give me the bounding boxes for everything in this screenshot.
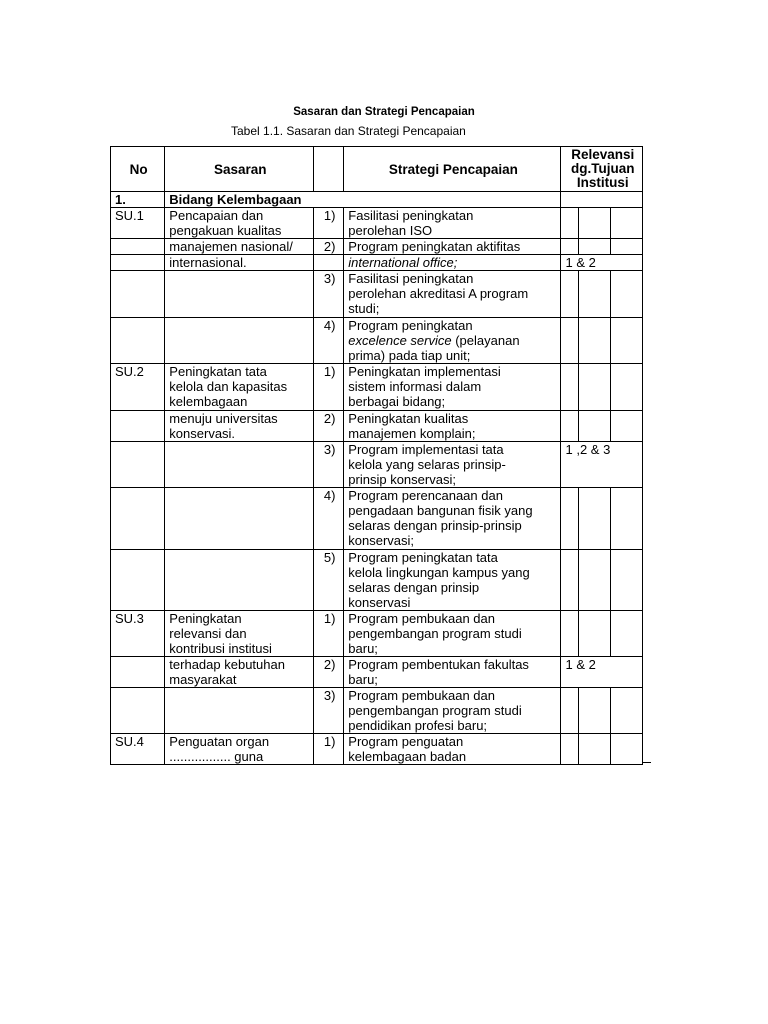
row-strategi: Program implementasi tata kelola yang selaras prinsip- prinsip konservasi; [344, 442, 561, 488]
row-no: SU.2 [111, 364, 165, 411]
row-num: 2) [314, 657, 344, 688]
row-rel-2 [578, 611, 610, 657]
row-rel-2 [578, 488, 610, 550]
row-rel [561, 550, 578, 611]
row-no [111, 550, 165, 611]
strategi-part-b: excelence service [348, 333, 452, 348]
table-row [111, 255, 643, 271]
row-strategi [344, 318, 561, 364]
row-rel-2 [578, 411, 610, 442]
row-sasaran: Peningkatan tata kelola dan kapasitas kelembagaan [165, 364, 314, 411]
table-edge-mark [643, 762, 651, 763]
header-sasaran: Sasaran [165, 147, 314, 192]
strategi-part-a: Program peningkatan [348, 318, 473, 333]
row-rel-2 [578, 271, 610, 318]
row-rel: 1 & 2 [561, 657, 643, 688]
row-no [111, 488, 165, 550]
row-rel-3 [610, 611, 642, 657]
row-no [111, 657, 165, 688]
row-rel-3 [610, 688, 642, 734]
row-rel [561, 208, 578, 239]
row-num: 5) [314, 550, 344, 611]
header-no: No [111, 147, 165, 192]
table-row [111, 208, 643, 239]
row-num: 3) [314, 688, 344, 734]
row-num [314, 255, 344, 271]
row-strategi: Program penguatan kelembagaan badan [344, 734, 561, 765]
row-no [111, 411, 165, 442]
header-row [111, 147, 643, 192]
row-sasaran [165, 488, 314, 550]
row-strategi: Program perencanaan dan pengadaan bangunan fisik yang selaras dengan prinsip-prinsip konservasi; [344, 488, 561, 550]
table-row [111, 488, 643, 550]
row-num: 3) [314, 442, 344, 488]
table-row [111, 734, 643, 765]
row-num: 1) [314, 734, 344, 765]
row-rel-3 [610, 550, 642, 611]
row-rel-2 [578, 734, 610, 765]
row-strategi: Program pembukaan dan pengembangan program studi pendidikan profesi baru; [344, 688, 561, 734]
row-strategi: Program peningkatan tata kelola lingkungan kampus yang selaras dengan prinsip konservasi [344, 550, 561, 611]
section-label: Bidang Kelembagaan [165, 192, 561, 208]
row-rel [561, 271, 578, 318]
row-rel-3 [610, 488, 642, 550]
row-rel [561, 688, 578, 734]
row-rel-2 [578, 364, 610, 411]
row-no [111, 271, 165, 318]
row-rel-3 [610, 734, 642, 765]
row-rel-3 [610, 318, 642, 364]
header-num [314, 147, 344, 192]
row-rel [561, 364, 578, 411]
row-rel [561, 411, 578, 442]
table-row [111, 611, 643, 657]
header-relevansi: Relevansi dg.Tujuan Institusi [561, 147, 643, 192]
row-rel-2 [578, 208, 610, 239]
row-num: 4) [314, 488, 344, 550]
row-no: SU.4 [111, 734, 165, 765]
row-rel [561, 318, 578, 364]
row-rel [561, 611, 578, 657]
row-no [111, 255, 165, 271]
table-row [111, 239, 643, 255]
strategy-table [110, 146, 643, 765]
row-no [111, 318, 165, 364]
table-row [111, 411, 643, 442]
table-row [111, 688, 643, 734]
row-sasaran: internasional. [165, 255, 314, 271]
section-row [111, 192, 643, 208]
row-num: 1) [314, 364, 344, 411]
row-rel-2 [578, 688, 610, 734]
row-sasaran: Pencapaian dan pengakuan kualitas [165, 208, 314, 239]
row-num: 4) [314, 318, 344, 364]
row-no [111, 442, 165, 488]
table-row [111, 364, 643, 411]
row-sasaran: menuju universitas konservasi. [165, 411, 314, 442]
row-rel-2 [578, 318, 610, 364]
row-sasaran [165, 318, 314, 364]
row-num: 1) [314, 611, 344, 657]
row-no [111, 688, 165, 734]
table-row [111, 550, 643, 611]
row-rel-3 [610, 364, 642, 411]
row-rel: 1 & 2 [561, 255, 643, 271]
strategi-part-c: (pelayanan prima) pada tiap unit; [348, 333, 520, 363]
table-row [111, 271, 643, 318]
row-sasaran [165, 442, 314, 488]
row-num: 2) [314, 411, 344, 442]
table-row [111, 442, 643, 488]
row-rel-3 [610, 208, 642, 239]
row-strategi: Fasilitasi peningkatan perolehan ISO [344, 208, 561, 239]
row-num: 1) [314, 208, 344, 239]
section-rel [561, 192, 643, 208]
table-row [111, 318, 643, 364]
row-sasaran [165, 688, 314, 734]
row-rel [561, 239, 578, 255]
row-rel-2 [578, 550, 610, 611]
row-rel-3 [610, 239, 642, 255]
table-caption: Tabel 1.1. Sasaran dan Strategi Pencapaian [231, 124, 466, 138]
row-sasaran [165, 271, 314, 318]
row-strategi: Program pembukaan dan pengembangan program studi baru; [344, 611, 561, 657]
row-sasaran: terhadap kebutuhan masyarakat [165, 657, 314, 688]
table-row [111, 657, 643, 688]
row-strategi: international office; [344, 255, 561, 271]
row-num: 2) [314, 239, 344, 255]
row-sasaran: Peningkatan relevansi dan kontribusi institusi [165, 611, 314, 657]
row-rel [561, 488, 578, 550]
row-no [111, 239, 165, 255]
row-strategi: Fasilitasi peningkatan perolehan akreditasi A program studi; [344, 271, 561, 318]
row-rel: 1 ,2 & 3 [561, 442, 643, 488]
row-sasaran: Penguatan organ ................. guna [165, 734, 314, 765]
row-no: SU.1 [111, 208, 165, 239]
section-number: 1. [111, 192, 165, 208]
row-sasaran [165, 550, 314, 611]
row-rel-2 [578, 239, 610, 255]
row-strategi: Peningkatan kualitas manajemen komplain; [344, 411, 561, 442]
row-rel [561, 734, 578, 765]
row-strategi: Program peningkatan aktifitas [344, 239, 561, 255]
header-strategi: Strategi Pencapaian [344, 147, 561, 192]
row-sasaran: manajemen nasional/ [165, 239, 314, 255]
row-rel-3 [610, 411, 642, 442]
row-num: 3) [314, 271, 344, 318]
page-title: Sasaran dan Strategi Pencapaian [293, 106, 475, 118]
row-rel-3 [610, 271, 642, 318]
row-no: SU.3 [111, 611, 165, 657]
row-strategi: Program pembentukan fakultas baru; [344, 657, 561, 688]
row-strategi: Peningkatan implementasi sistem informasi dalam berbagai bidang; [344, 364, 561, 411]
